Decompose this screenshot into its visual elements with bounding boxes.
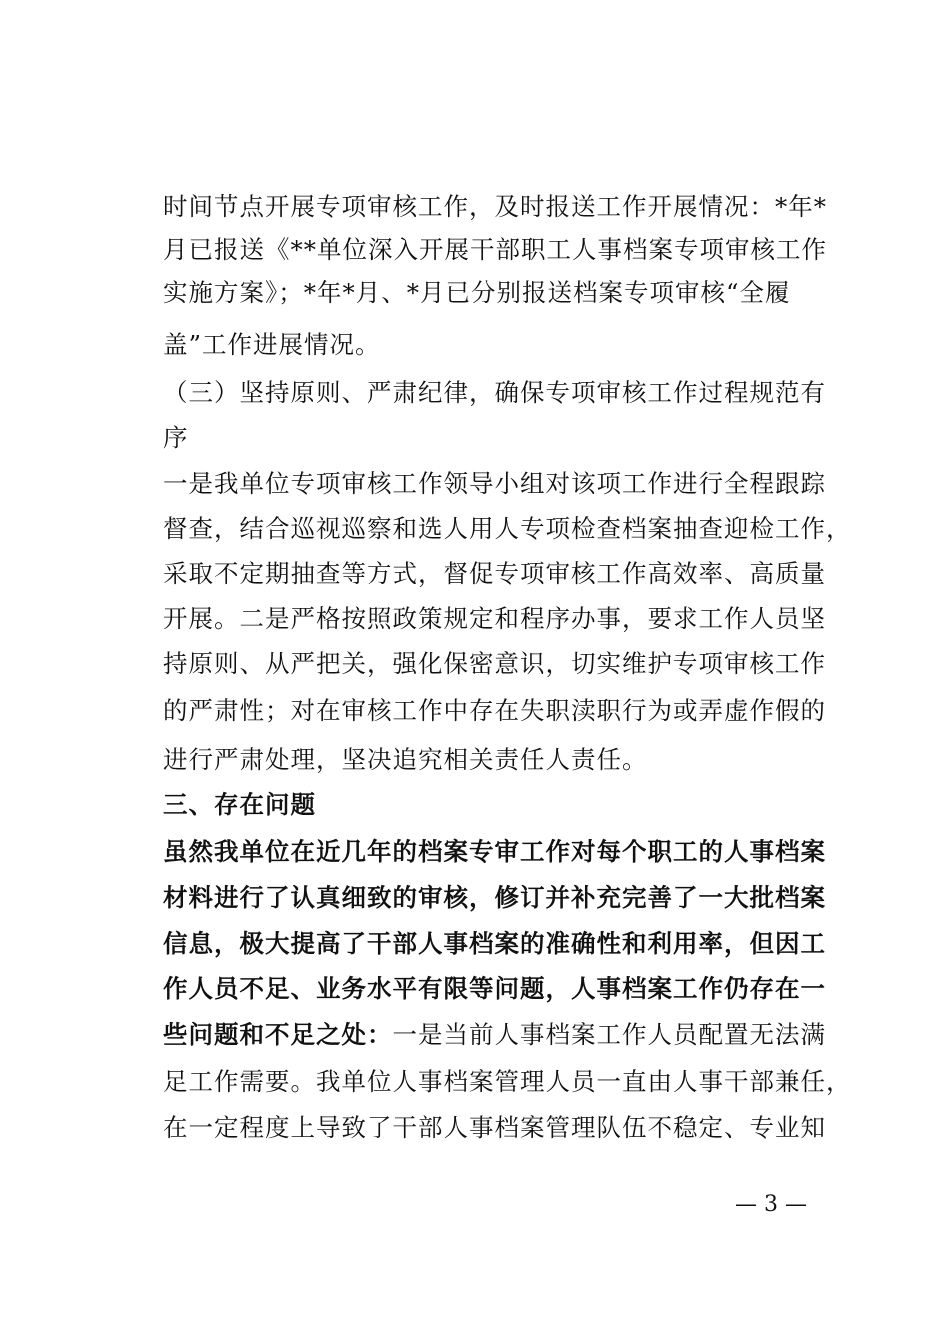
body-line: 时间节点开展专项审核工作，及时报送工作开展情况：*年* bbox=[163, 192, 827, 221]
body-line: 足工作需要。我单位人事档案管理人员一直由人事干部兼任， bbox=[163, 1067, 852, 1096]
section-heading: 三、存在问题 bbox=[163, 790, 316, 819]
body-line: 盖”工作进展情况。 bbox=[163, 330, 381, 359]
subheading-line: 序 bbox=[163, 423, 189, 452]
body-line: 一是我单位专项审核工作领导小组对该项工作进行全程跟踪 bbox=[163, 469, 826, 498]
subheading-line: （三）坚持原则、严肃纪律，确保专项审核工作过程规范有 bbox=[163, 378, 826, 407]
body-line: 进行严肃处理，坚决追究相关责任人责任。 bbox=[163, 745, 648, 774]
mixed-line bbox=[163, 1013, 863, 1056]
body-line: 开展。二是严格按照政策规定和程序办事，要求工作人员坚 bbox=[163, 604, 826, 633]
body-line: 实施方案》；*年*月、*月已分别报送档案专项审核“全履 bbox=[163, 278, 791, 307]
body-line: 月已报送《**单位深入开展干部职工人事档案专项审核工作 bbox=[163, 235, 827, 264]
body-segment-bold: 些问题和不足之处： bbox=[163, 1020, 393, 1049]
body-line-bold: 作人员不足、业务水平有限等问题，人事档案工作仍存在一 bbox=[163, 974, 826, 1003]
body-line-bold: 信息，极大提高了干部人事档案的准确性和利用率，但因工 bbox=[163, 929, 826, 958]
page-number: — 3 — bbox=[735, 1192, 807, 1217]
body-line: 在一定程度上导致了干部人事档案管理队伍不稳定、专业知 bbox=[163, 1113, 826, 1142]
body-line-bold: 虽然我单位在近几年的档案专审工作对每个职工的人事档案 bbox=[163, 837, 826, 866]
body-line-bold: 材料进行了认真细致的审核，修订并补充完善了一大批档案 bbox=[163, 883, 826, 912]
body-line: 采取不定期抽查等方式，督促专项审核工作高效率、高质量 bbox=[163, 559, 826, 588]
body-line: 督查，结合巡视巡察和选人用人专项检查档案抽查迎检工作， bbox=[163, 514, 852, 543]
body-line: 的严肃性；对在审核工作中存在失职渎职行为或弄虚作假的 bbox=[163, 696, 826, 725]
body-line: 持原则、从严把关，强化保密意识，切实维护专项审核工作 bbox=[163, 649, 826, 678]
body-segment: 一是当前人事档案工作人员配置无法满 bbox=[392, 1020, 826, 1049]
